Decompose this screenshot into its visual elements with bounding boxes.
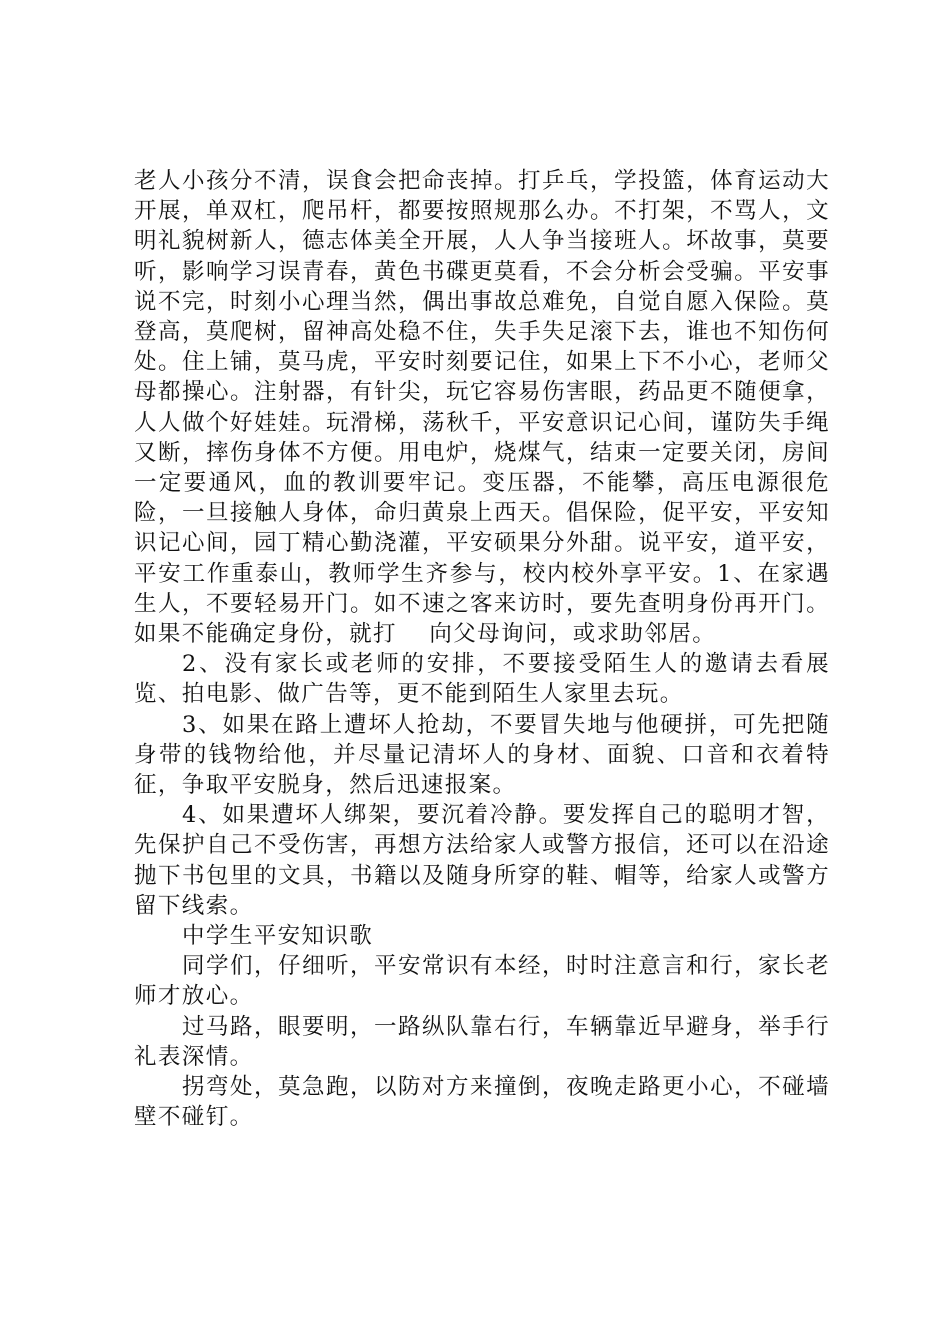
paragraph-tip-4: 4、如果遭坏人绑架，要沉着冷静。要发挥自己的聪明才智，先保护自己不受伤害，再想方法给家人或警方报信，还可以在沿途抛下书包里的文具，书籍以及随身所穿的鞋、帽等，给家人或警方留下线索。 <box>134 802 830 919</box>
paragraph-tip-2: 2、没有家长或老师的安排，不要接受陌生人的邀请去看展览、拍电影、做广告等，更不能到陌生人家里去玩。 <box>134 651 830 708</box>
paragraph-song-verse-3: 拐弯处，莫急跑，以防对方来撞倒，夜晚走路更小心，不碰墙壁不碰钉。 <box>134 1074 830 1131</box>
paragraph-safety-song-continuation: 老人小孩分不清，误食会把命丧掉。打乒乓，学投篮，体育运动大开展，单双杠，爬吊杆，都要按照规那么办。不打架，不骂人，文明礼貌树新人，德志体美全开展，人人争当接班人。坏故事，莫要听，影响学习误青春，黄色书碟更莫看，不会分析会受骗。平安事说不完，时刻小心理当然，偶出事故总难免，自觉自愿入保险。莫登高，莫爬树，留神高处稳不住，失手失足滚下去，谁也不知伤何处。住上铺，莫马虎，平安时刻要记住，如果上下不小心，老师父母都操心。注射器，有针尖，玩它容易伤害眼，药品更不随便拿，人人做个好娃娃。玩滑梯，荡秋千，平安意识记心间，谨防失手绳又断，摔伤身体不方便。用电炉，烧煤气，结束一定要关闭，房间一定要通风，血的教训要牢记。变压器，不能攀，高压电源很危险，一旦接触人身体，命归黄泉上西天。倡保险，促平安，平安知识记心间，园丁精心勤浇灌，平安硕果分外甜。说平安，道平安，平安工作重泰山，教师学生齐参与，校内校外享平安。1、在家遇生人，不要轻易开门。如不速之客来访时，要先查明身份再开门。如果不能确定身份，就打 向父母询问，或求助邻居。 <box>134 168 830 648</box>
section-title: 中学生平安知识歌 <box>182 923 374 950</box>
paragraph-tip-3: 3、如果在路上遭坏人抢劫，不要冒失地与他硬拼，可先把随身带的钱物给他，并尽量记清坏人的身材、面貌、口音和衣着特征，争取平安脱身，然后迅速报案。 <box>134 711 830 799</box>
paragraph-song-verse-2: 过马路，眼要明，一路纵队靠右行，车辆靠近早避身，举手行礼表深情。 <box>134 1013 830 1070</box>
paragraph-song-verse-1: 同学们，仔细听，平安常识有本经，时时注意言和行，家长老师才放心。 <box>134 953 830 1010</box>
